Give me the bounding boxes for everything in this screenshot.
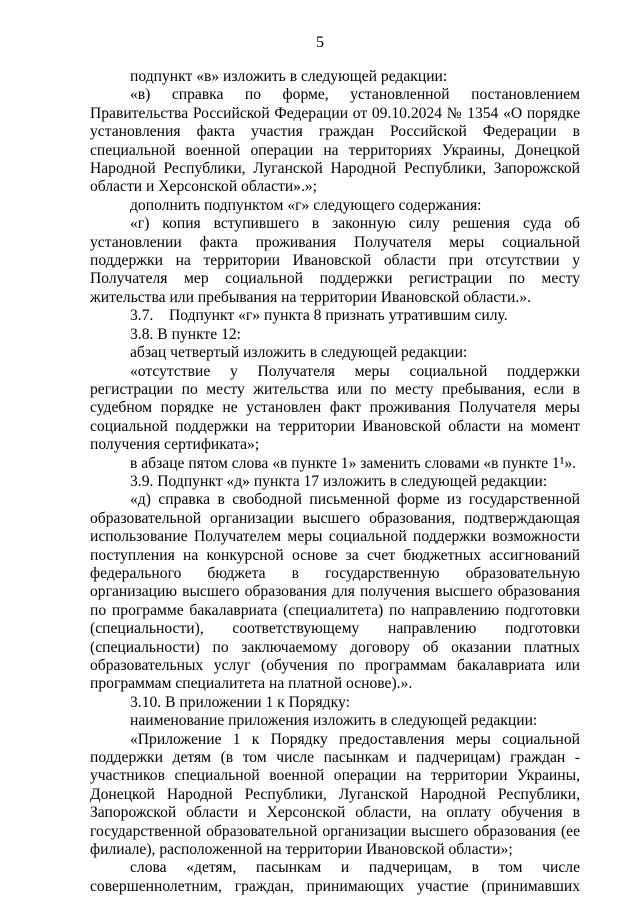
paragraph: слова «детям, пасынкам и падчерицам, в том числе совершеннолетним, граждан, принимающих участие (принимавших: [90, 859, 580, 895]
paragraph: «Приложение 1 к Порядку предоставления меры социальной поддержки детям (в том числе пасынкам и падчерицам) граждан - участников специальной военной операции на территории Украины, Донецкой Народной Республики, Луганской Народной Республики, Запорожской области и Херсонской области, на оплату обучения в государственной образовательной организации высшего образования (ее филиале), расположенной на территории Ивановской области»;: [90, 730, 580, 859]
paragraph: 3.7. Подпункт «г» пункта 8 признать утратившим силу.: [130, 307, 508, 325]
paragraph: абзац четвертый изложить в следующей редакции:: [130, 344, 468, 362]
paragraph: 3.8. В пункте 12:: [130, 325, 242, 343]
paragraph: «г) копия вступившего в законную силу решения суда об установлении факта проживания Получателя меры социальной поддержки на территории Ивановской области при отсутствии у Получателя мер социальной поддержки регистрации по месту жительства или пребывания на территории Ивановской области.».: [90, 215, 580, 306]
paragraph: 3.10. В приложении 1 к Порядку:: [130, 693, 350, 711]
paragraph: подпункт «в» изложить в следующей редакции:: [130, 68, 448, 85]
paragraph: «д) справка в свободной письменной форме из государственной образовательной организации высшего образования, подтверждающая использование Получателем меры социальной поддержки возможности поступления на конкурсной основе за счет бюджетных ассигнований федерального бюджета в государственную образовательную организацию высшего образования для получения высшего образования по программе бакалавриата (специалитета) по направлению подготовки (специальности), соответствующему направлению подготовки (специальности) по заключаемому договору об оказании платных образовательных услуг (обучения по программам бакалавриата или программам специалитета на платной основе).».: [90, 491, 580, 693]
paragraph: наименование приложения изложить в следующей редакции:: [130, 712, 538, 730]
paragraph: в абзаце пятом слова «в пункте 1» заменить словами «в пункте 1¹».: [130, 454, 577, 472]
document-body: [90, 68, 580, 896]
paragraph: дополнить подпунктом «г» следующего содержания:: [130, 196, 482, 214]
paragraph: «в) справка по форме, установленной постановлением Правительства Российской Федерации от 09.10.2024 № 1354 «О порядке установления факта участия граждан Российской Федерации в специальной военной операции на территориях Украины, Донецкой Народной Республики, Луганской Народной Республики, Запорожской области и Херсонской области».»;: [90, 86, 580, 196]
page-number: 5: [316, 34, 324, 51]
paragraph: 3.9. Подпункт «д» пункта 17 изложить в следующей редакции:: [130, 472, 548, 490]
paragraph: «отсутствие у Получателя меры социальной поддержки регистрации по месту жительства или по месту пребывания, если в судебном порядке не установлен факт проживания Получателя меры социальной поддержки на территории Ивановской области на момент получения сертификата»;: [90, 362, 580, 454]
